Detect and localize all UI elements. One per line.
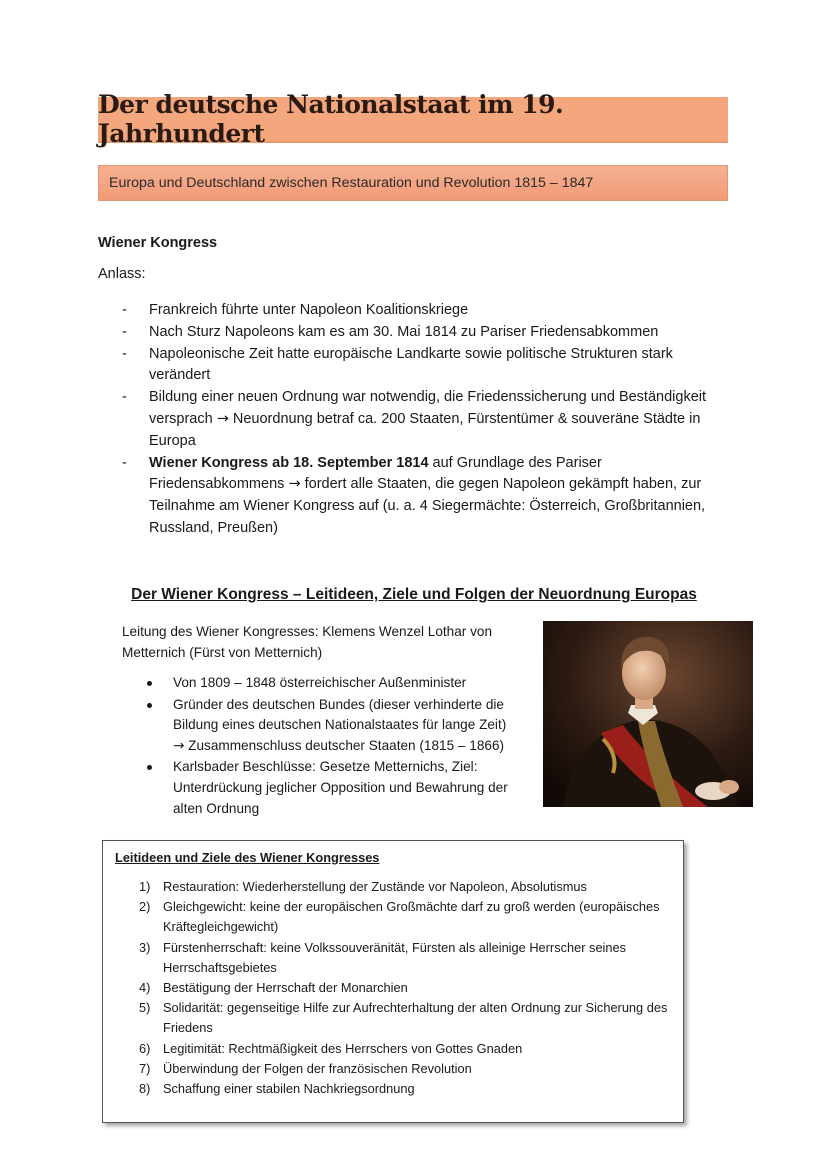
title-banner (98, 90, 728, 148)
list-item: 6) Legitimität: Rechtmäßigkeit des Herrschers von Gottes Gnaden (139, 1040, 523, 1056)
list-item: 1) Restauration: Wiederherstellung der Zustände vor Napoleon, Absolutismus (139, 879, 587, 894)
anlass-label: Anlass: (98, 266, 146, 282)
list-item: Gründer des deutschen Bundes (dieser verhinderte die Bildung eines deutschen Nationalstaates für lange Zeit) → Zusammenschluss deutscher Staaten (1815 – 1866) (122, 695, 532, 757)
list-item: 4) Bestätigung der Herrschaft der Monarchien (139, 980, 408, 996)
section-heading: Der Wiener Kongress – Leitideen, Ziele und Folgen der Neuordnung Europas (131, 586, 697, 603)
page-title: Der deutsche Nationalstaat im 19. Jahrhundert (98, 90, 564, 148)
subtitle: Europa und Deutschland zwischen Restauration und Revolution 1815 – 1847 (109, 175, 594, 191)
arrow-right-icon: → (173, 737, 185, 754)
list-item: - Wiener Kongress ab 18. September 1814 auf Grundlage des Pariser Friedensabkommens → fordert alle Staaten, die gegen Napoleon gekämpft haben, zur Teilnahme am Wiener Kongress auf (u. a. 4 Siegermächte: Österreich, Großbritannien, Russland, Preußen) (98, 453, 718, 540)
metternich-list (122, 673, 532, 820)
list-item: 2) Gleichgewicht: keine der europäischen Großmächte darf zu groß werden (europäisches Kräftegleichgewicht) (139, 899, 660, 935)
list-item: - Napoleonische Zeit hatte europäische Landkarte sowie politische Strukturen stark verändert (98, 344, 718, 388)
leitideen-list (115, 877, 670, 1099)
list-item: 8) Schaffung einer stabilen Nachkriegsordnung (139, 1081, 415, 1097)
portrait-image-icon (543, 621, 753, 807)
list-item: - Nach Sturz Napoleons kam es am 30. Mai 1814 zu Pariser Friedensabkommen (98, 322, 718, 344)
leitung-text: Leitung des Wiener Kongresses: Klemens Wenzel Lothar von Metternich (Fürst von Metternich) (122, 624, 493, 660)
list-item: - Bildung einer neuen Ordnung war notwendig, die Friedenssicherung und Beständigkeit versprach → Neuordnung betraf ca. 200 Staaten, Fürstentümer & souveräne Städte in Europa (98, 387, 718, 452)
anlass-list (98, 300, 718, 540)
list-item: 5) Solidarität: gegenseitige Hilfe zur Aufrechterhaltung der alten Ordnung zur Sicherung des Friedens (139, 1000, 668, 1036)
wiener-kongress-heading: Wiener Kongress (98, 235, 218, 251)
arrow-right-icon: → (216, 410, 229, 427)
list-item: 3) Fürstenherrschaft: keine Volkssouveränität, Fürsten als alleinige Herrscher seines Herrschaftsgebietes (139, 939, 627, 975)
list-item: 7) Überwindung der Folgen der französischen Revolution (139, 1060, 472, 1076)
arrow-right-icon: → (288, 476, 301, 493)
box-title: Leitideen und Ziele des Wiener Kongresses (115, 850, 380, 865)
metternich-portrait (543, 621, 753, 807)
list-item: Von 1809 – 1848 österreichischer Außenminister (122, 673, 532, 694)
list-item: Karlsbader Beschlüsse: Gesetze Metternichs, Ziel: Unterdrückung jeglicher Opposition und Bewahrung der alten Ordnung (122, 757, 532, 819)
subtitle-box (98, 165, 728, 201)
list-item: - Frankreich führte unter Napoleon Koalitionskriege (98, 300, 718, 322)
leitideen-box (102, 840, 684, 1123)
